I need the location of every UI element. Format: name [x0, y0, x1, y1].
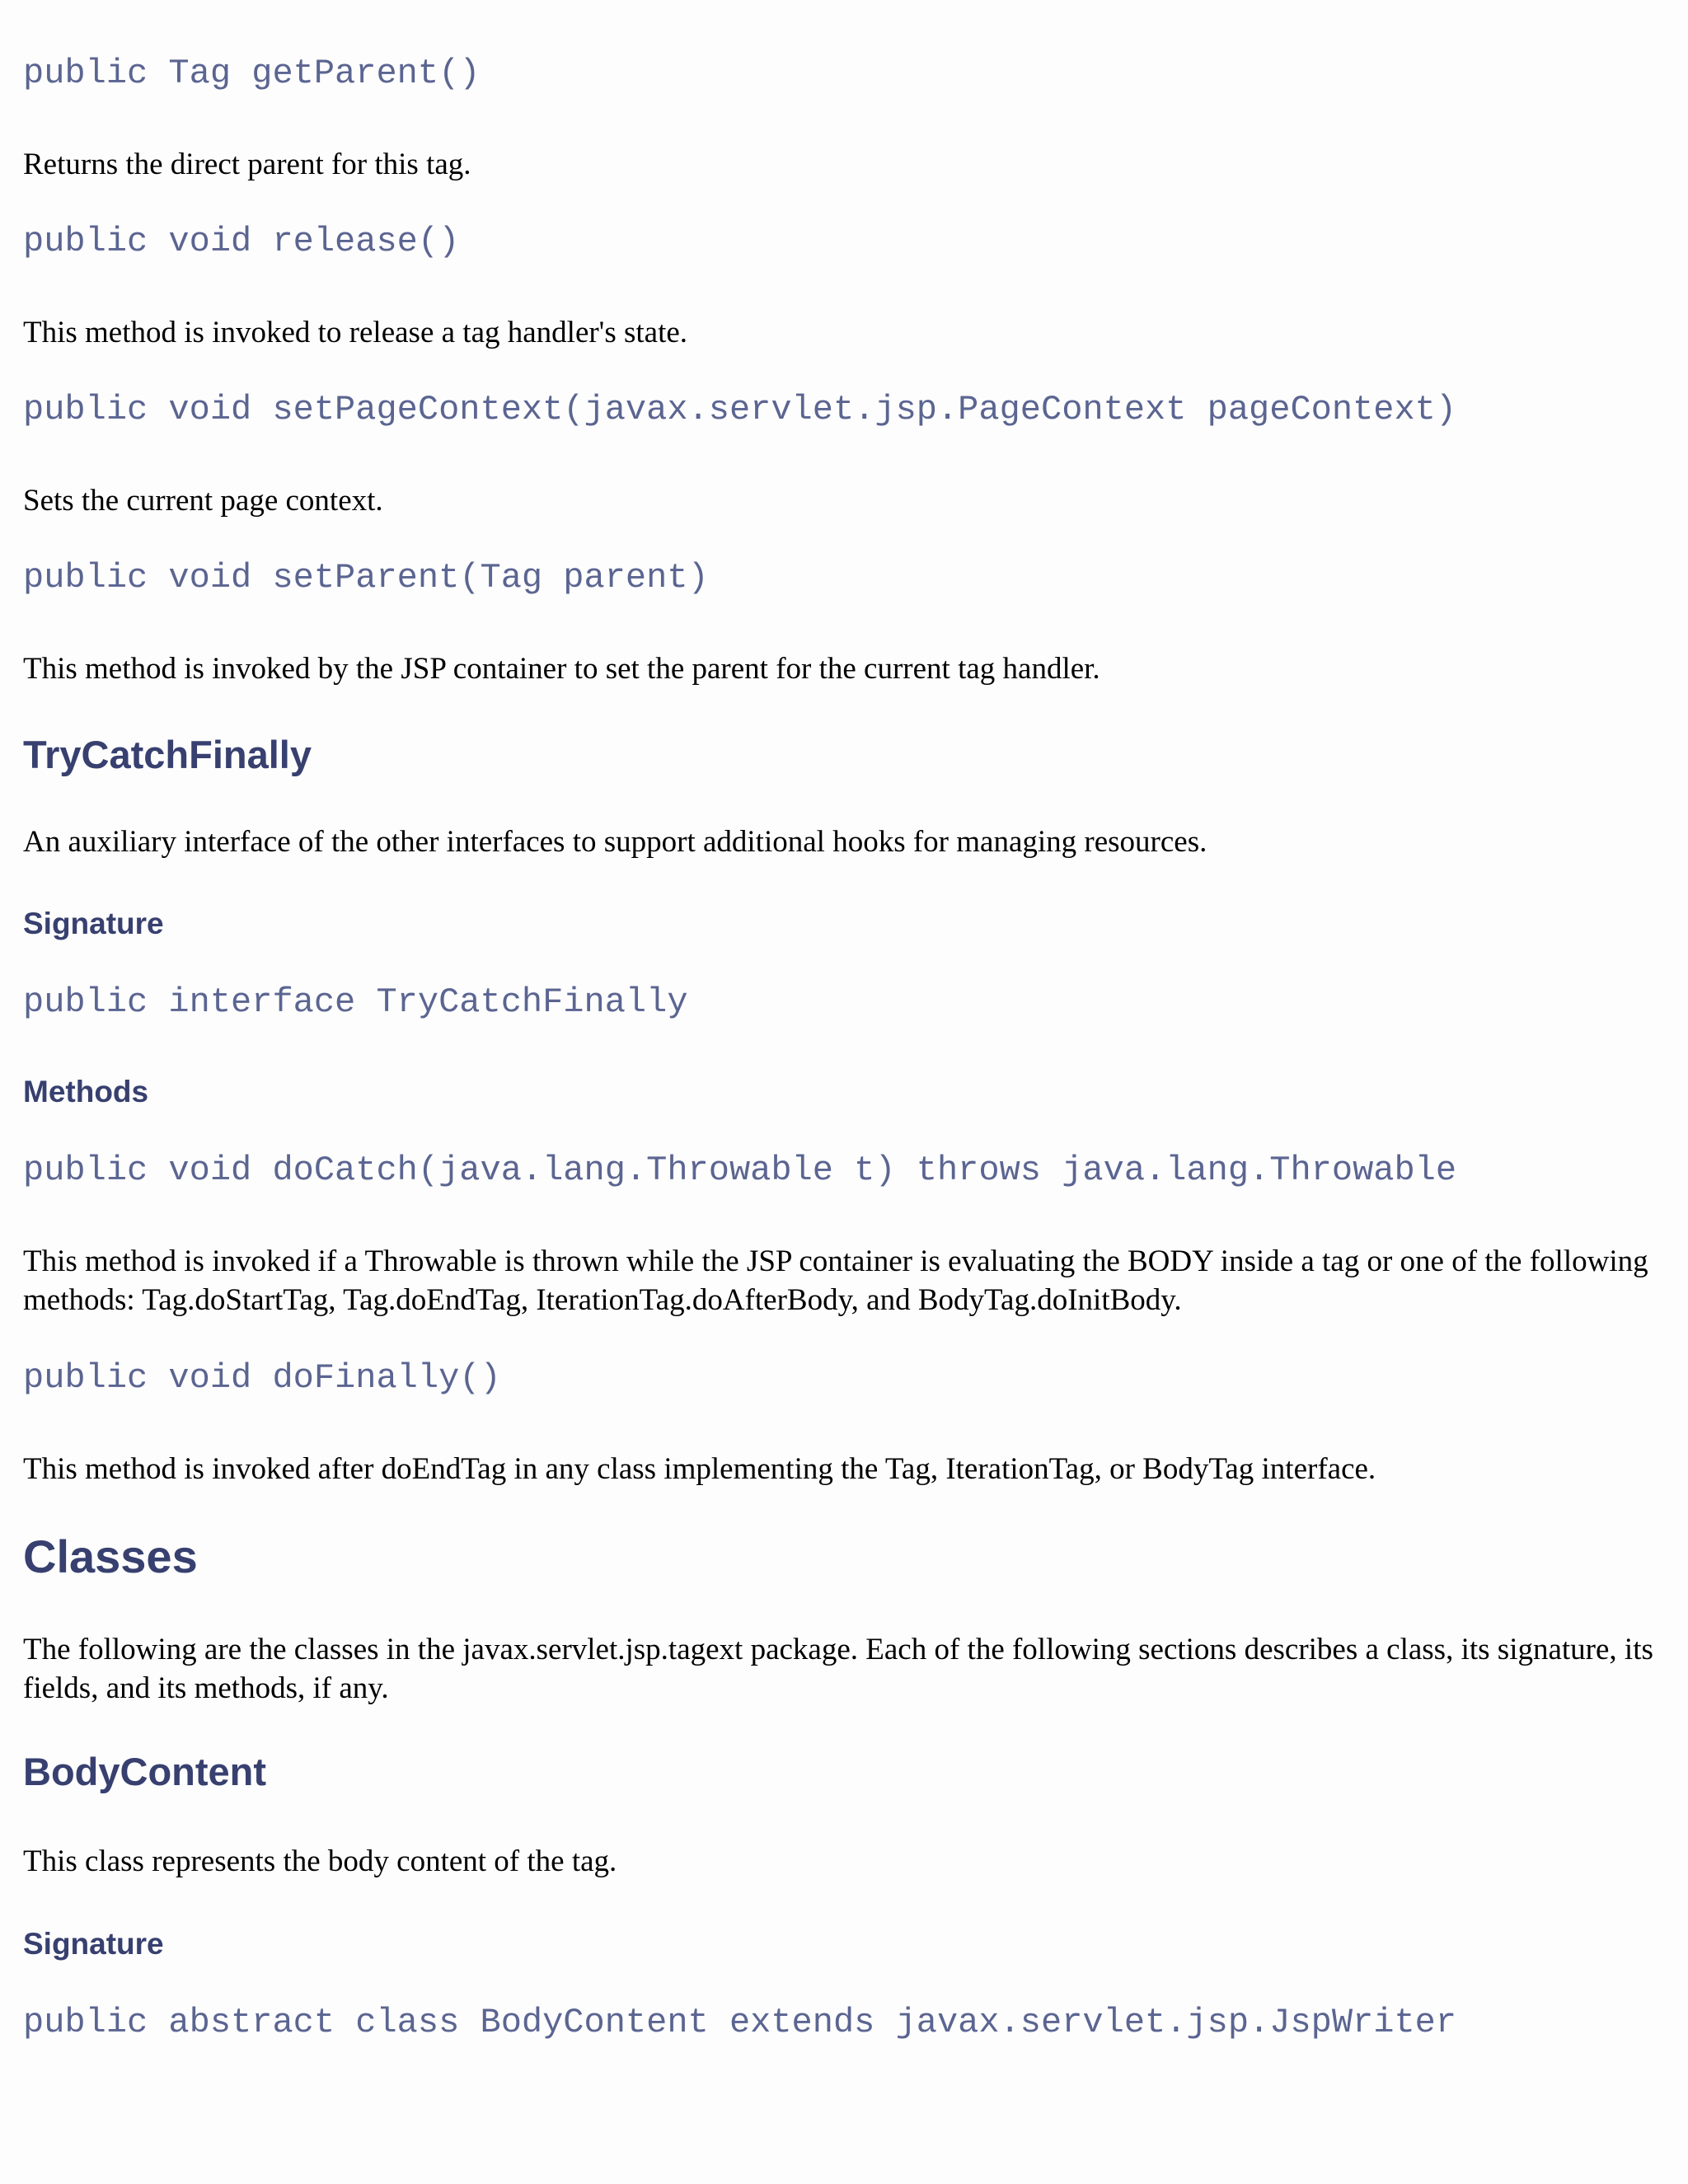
method-signature-setparent: public void setParent(Tag parent) — [23, 558, 709, 598]
class-description-bodycontent: This class represents the body content of the tag. — [23, 1844, 617, 1878]
method-signature-dofinally: public void doFinally() — [23, 1358, 501, 1398]
method-signature-docatch: public void doCatch(java.lang.Throwable t) throws java.lang.Throwable — [23, 1151, 1457, 1190]
method-description-release: This method is invoked to release a tag handler's state. — [23, 316, 688, 349]
section-heading-classes: Classes — [23, 1530, 198, 1582]
method-signature-release: public void release() — [23, 222, 460, 261]
method-description-setpagecontext: Sets the current page context. — [23, 484, 383, 518]
interface-description-trycatchfinally: An auxiliary interface of the other interfaces to support additional hooks for managing resources. — [23, 825, 1207, 859]
interface-signature-trycatchfinally: public interface TryCatchFinally — [23, 982, 688, 1022]
subheading-methods: Methods — [23, 1075, 149, 1108]
subheading-signature: Signature — [23, 1927, 164, 1961]
section-description-classes: The following are the classes in the javax.servlet.jsp.tagext package. Each of the following sections describes a class, its signature, its fields, and its methods, if any. — [23, 1633, 1653, 1705]
class-signature-bodycontent: public abstract class BodyContent extends javax.servlet.jsp.JspWriter — [23, 2003, 1457, 2042]
method-description-setparent: This method is invoked by the JSP container to set the parent for the current tag handler. — [23, 652, 1100, 686]
method-description-getparent: Returns the direct parent for this tag. — [23, 148, 471, 181]
method-description-dofinally: This method is invoked after doEndTag in any class implementing the Tag, IterationTag, or BodyTag interface. — [23, 1452, 1376, 1486]
section-heading-bodycontent: BodyContent — [23, 1750, 267, 1793]
subheading-signature: Signature — [23, 907, 164, 940]
section-heading-trycatchfinally: TryCatchFinally — [23, 733, 312, 776]
method-signature-setpagecontext: public void setPageContext(javax.servlet.jsp.PageContext pageContext) — [23, 390, 1457, 429]
method-signature-getparent: public Tag getParent() — [23, 54, 481, 93]
method-description-docatch: This method is invoked if a Throwable is thrown while the JSP container is evaluating the BODY inside a tag or one of the following methods: Tag.doStartTag, Tag.doEndTag, IterationTag.doAfterBody, and BodyTag.doInitBody. — [23, 1244, 1648, 1317]
